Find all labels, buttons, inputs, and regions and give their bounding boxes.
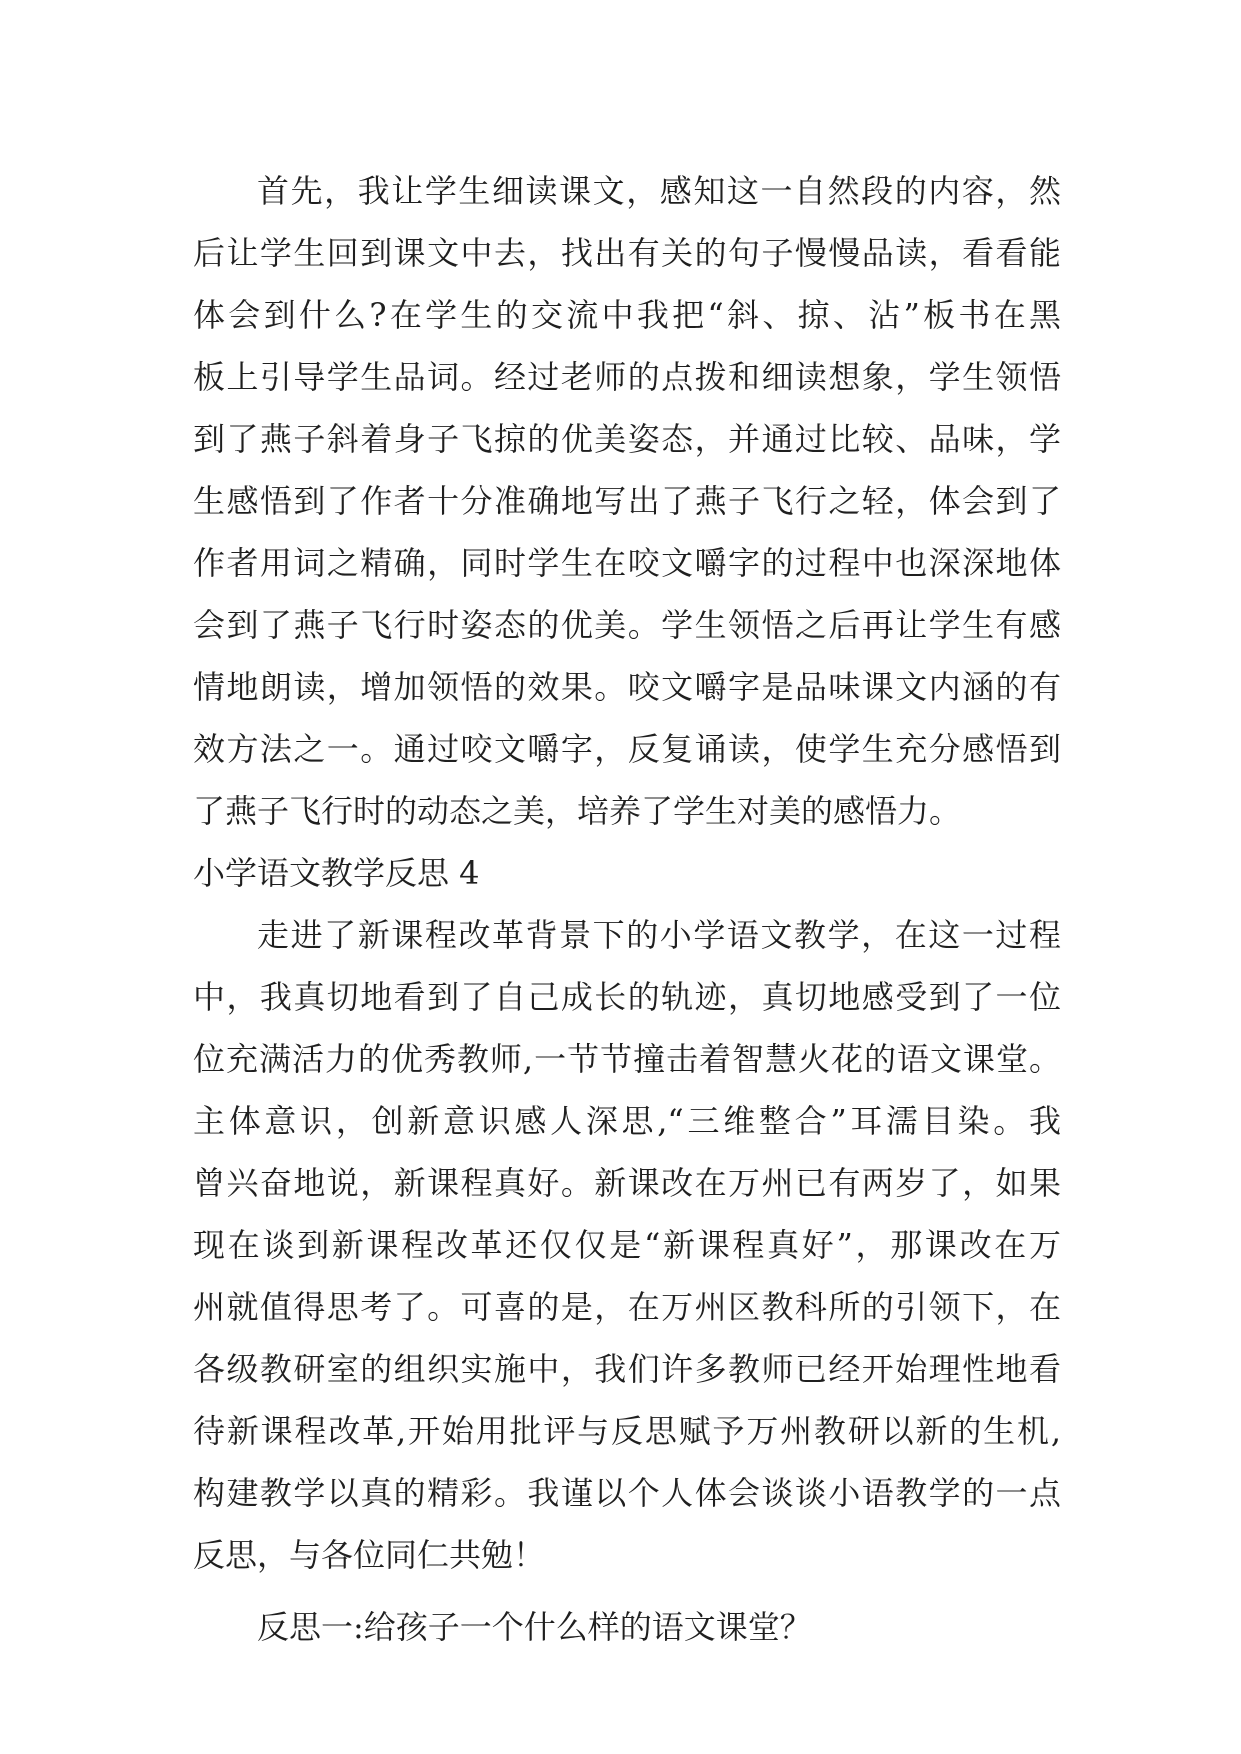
paragraph-line: 了燕子飞行时的动态之美，培养了学生对美的感悟力。 [193, 792, 962, 830]
paragraph-line: 会到了燕子飞行时姿态的优美。学生领悟之后再让学生有感 [193, 606, 1061, 644]
paragraph-2 [193, 904, 1061, 1586]
paragraph-line: 曾兴奋地说，新课程真好。新课改在万州已有两岁了，如果 [193, 1164, 1061, 1202]
paragraph-line: 现在谈到新课程改革还仅仅是“新课程真好”，那课改在万 [193, 1226, 1061, 1264]
paragraph-1 [193, 160, 1061, 842]
paragraph-line: 主体意识，创新意识感人深思,“三维整合”耳濡目染。我 [193, 1102, 1061, 1140]
paragraph-3 [193, 1596, 1061, 1658]
paragraph-line: 效方法之一。通过咬文嚼字，反复诵读，使学生充分感悟到 [193, 730, 1061, 768]
paragraph-line: 板上引导学生品词。经过老师的点拨和细读想象，学生领悟 [193, 358, 1061, 396]
paragraph-line: 到了燕子斜着身子飞掠的优美姿态，并通过比较、品味，学 [193, 420, 1061, 458]
document-page [193, 160, 1061, 1658]
paragraph-line: 后让学生回到课文中去，找出有关的句子慢慢品读，看看能 [193, 234, 1061, 272]
paragraph-line: 位充满活力的优秀教师,一节节撞击着智慧火花的语文课堂。 [193, 1040, 1061, 1078]
paragraph-line: 体会到什么?在学生的交流中我把“斜、掠、沾”板书在黑 [193, 296, 1061, 334]
paragraph-line: 反思，与各位同仁共勉！ [193, 1536, 546, 1574]
paragraph-line: 各级教研室的组织实施中，我们许多教师已经开始理性地看 [193, 1350, 1061, 1388]
paragraph-line: 走进了新课程改革背景下的小学语文教学，在这一过程 [257, 916, 1061, 954]
paragraph-line: 构建教学以真的精彩。我谨以个人体会谈谈小语教学的一点 [193, 1474, 1061, 1512]
paragraph-line: 反思一:给孩子一个什么样的语文课堂？ [257, 1608, 812, 1646]
paragraph-line: 首先，我让学生细读课文，感知这一自然段的内容，然 [257, 172, 1061, 210]
paragraph-line: 生感悟到了作者十分准确地写出了燕子飞行之轻，体会到了 [193, 482, 1061, 520]
paragraph-line: 州就值得思考了。可喜的是，在万州区教科所的引领下，在 [193, 1288, 1061, 1326]
paragraph-line: 中，我真切地看到了自己成长的轨迹，真切地感受到了一位 [193, 978, 1061, 1016]
paragraph-line: 作者用词之精确，同时学生在咬文嚼字的过程中也深深地体 [193, 544, 1061, 582]
paragraph-line: 待新课程改革,开始用批评与反思赋予万州教研以新的生机, [193, 1412, 1061, 1450]
section-heading: 小学语文教学反思 4 [193, 854, 480, 892]
paragraph-line: 情地朗读，增加领悟的效果。咬文嚼字是品味课文内涵的有 [193, 668, 1061, 706]
